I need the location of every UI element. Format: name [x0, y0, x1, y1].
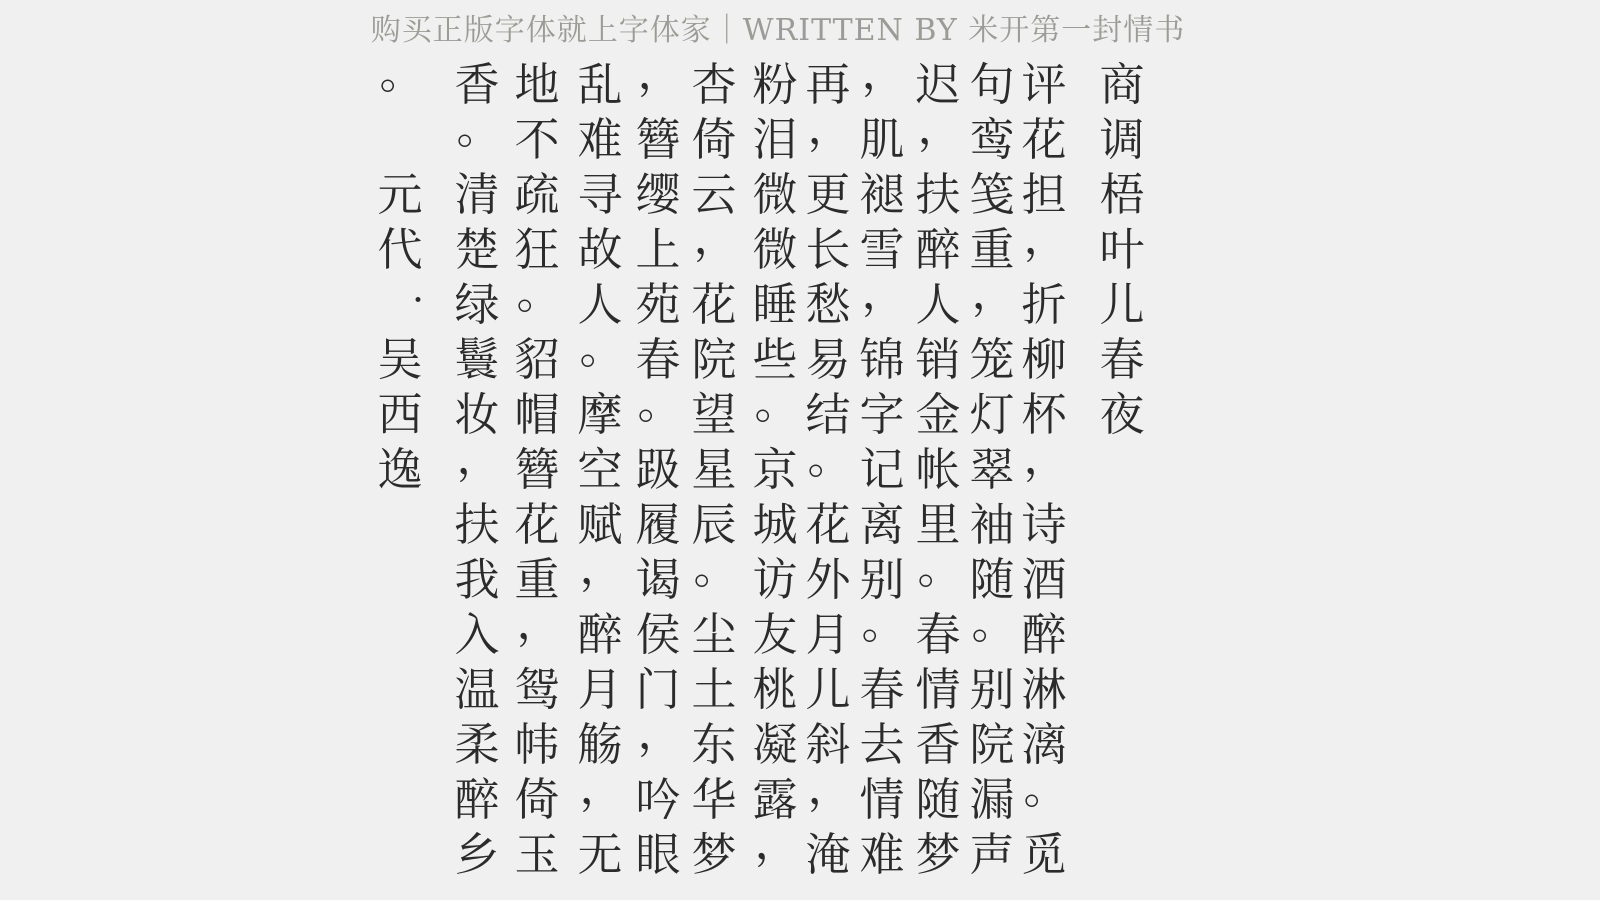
poem-char: ，: [917, 101, 963, 154]
poem-char: ，: [456, 431, 502, 484]
poem-char: 觞: [577, 718, 623, 771]
poem-char: 酒: [1021, 553, 1067, 606]
poem-char: 。: [917, 541, 963, 594]
poem-char: 评: [1021, 58, 1067, 111]
poem-char: 袖: [969, 498, 1015, 551]
poem-char: 院: [691, 333, 737, 386]
poem-char: 访: [752, 553, 798, 606]
poem-char: 笼: [969, 333, 1015, 386]
poem-char: 迟: [915, 58, 961, 111]
poem-char: 折: [1021, 278, 1067, 331]
poem-char: 翠: [969, 443, 1015, 496]
poem-char: 泪: [752, 113, 798, 166]
poem-char: 妆: [454, 388, 500, 441]
poem-column-9: [630, 46, 686, 882]
poem-column-8: [686, 57, 742, 882]
poem-char: 。: [456, 101, 502, 154]
poem-column-2: [1016, 57, 1072, 882]
poem-char: 春: [635, 333, 681, 386]
poem-char: 声: [969, 828, 1015, 881]
poem-char: 摩: [577, 388, 623, 441]
poem-char: 不: [514, 113, 560, 166]
poem-column-12: [449, 57, 505, 882]
poem-char: 望: [691, 388, 737, 441]
poem-char: 星: [691, 443, 737, 496]
poem-char: 上: [635, 223, 681, 276]
poem-char: 月: [577, 663, 623, 716]
poem-char: 易: [805, 333, 851, 386]
poem-column-10: [572, 57, 628, 882]
poem-char: 诗: [1021, 498, 1067, 551]
poem-char: 外: [805, 553, 851, 606]
poem-char: 代: [377, 223, 423, 276]
poem-char: 微: [752, 168, 798, 221]
poem-char: 貂: [514, 333, 560, 386]
poem-char: 清: [454, 168, 500, 221]
poem-char: 夜: [1099, 388, 1145, 441]
poem-char: 。: [754, 376, 800, 429]
poem-char: 帐: [915, 443, 961, 496]
poem-char: 淋: [1021, 663, 1067, 716]
poem-char: 。: [1023, 761, 1069, 814]
poem-char: 。: [579, 321, 625, 374]
poem-char: 儿: [1099, 278, 1145, 331]
poem-char: 云: [691, 168, 737, 221]
poem-char: 微: [752, 223, 798, 276]
poem-char: 门: [635, 663, 681, 716]
poem-column-4: [910, 57, 966, 882]
poem-char: 杏: [691, 58, 737, 111]
poem-char: 扶: [454, 498, 500, 551]
poem-char: 别: [859, 553, 905, 606]
poem-char: 。: [379, 46, 425, 99]
poem-char: 人: [915, 278, 961, 331]
poem-char: 花: [514, 498, 560, 551]
poem-char: 梦: [691, 828, 737, 881]
poem-char: 睡: [752, 278, 798, 331]
poem-char: 些: [752, 333, 798, 386]
poem-char: 倚: [514, 773, 560, 826]
poem-char: 。: [971, 596, 1017, 649]
poem-char: 地: [514, 58, 560, 111]
poem-char: 。: [861, 596, 907, 649]
poem-char: 斜: [805, 718, 851, 771]
poem-char: 觅: [1021, 828, 1067, 881]
poem-char: 楚: [454, 223, 500, 276]
poem-char: 露: [752, 773, 798, 826]
poem-char: 吴: [377, 333, 423, 386]
poem-char: 院: [969, 718, 1015, 771]
poem-char: 帽: [514, 388, 560, 441]
poem-char: 西: [377, 388, 423, 441]
poem-column-3: [964, 57, 1020, 882]
poem-char: 香: [915, 718, 961, 771]
poem-char: 柔: [454, 718, 500, 771]
poem-char: 鬟: [454, 333, 500, 386]
poem-char: 侯: [635, 608, 681, 661]
poem-char: 疏: [514, 168, 560, 221]
poem-char: 柳: [1021, 333, 1067, 386]
poem-char: 字: [859, 388, 905, 441]
poem-char: 簪: [514, 443, 560, 496]
poem-char: 城: [752, 498, 798, 551]
poem-char: 东: [691, 718, 737, 771]
poem-char: 土: [691, 663, 737, 716]
poem-char: 花: [1021, 113, 1067, 166]
poem-char: 华: [691, 773, 737, 826]
poem-char: 空: [577, 443, 623, 496]
poem-char: 逸: [377, 443, 423, 496]
poem-char: 香: [454, 58, 500, 111]
poem-char: 儿: [805, 663, 851, 716]
poem-char: 杯: [1021, 388, 1067, 441]
poem-char: ，: [579, 761, 625, 814]
poem-char: 元: [377, 168, 423, 221]
poem-char: ，: [807, 101, 853, 154]
poem-char: ，: [861, 266, 907, 319]
poem-char: ，: [516, 596, 562, 649]
poem-char: 漏: [969, 773, 1015, 826]
poem-char: ，: [754, 816, 800, 869]
poem-char: 扶: [915, 168, 961, 221]
poem-char: 担: [1021, 168, 1067, 221]
poem-char: 愁: [805, 278, 851, 331]
poem-char: ·: [411, 278, 425, 322]
poem-char: 梦: [915, 828, 961, 881]
poem-char: 句: [969, 58, 1015, 111]
poem-char: 人: [577, 278, 623, 331]
poem-char: 谒: [635, 553, 681, 606]
poem-char: ，: [1023, 211, 1069, 264]
poem-char: 温: [454, 663, 500, 716]
poem-char: 销: [915, 333, 961, 386]
poem-char: 桃: [752, 663, 798, 716]
poem-char: 长: [805, 223, 851, 276]
poem-char: 调: [1099, 113, 1145, 166]
poem-char: 灯: [969, 388, 1015, 441]
poem-char: 入: [454, 608, 500, 661]
poem-char: 。: [693, 541, 739, 594]
poem-char: 花: [691, 278, 737, 331]
poem-char: 倚: [691, 113, 737, 166]
poem-char: ，: [579, 541, 625, 594]
poem-char: 金: [915, 388, 961, 441]
poem-char: 醉: [1021, 608, 1067, 661]
poem-char: 吟: [635, 773, 681, 826]
poem-char: ，: [637, 46, 683, 99]
poem-char: 寻: [577, 168, 623, 221]
poem-char: 。: [807, 431, 853, 484]
poem-char: 难: [577, 113, 623, 166]
poem-char: 友: [752, 608, 798, 661]
watermark-text: 购买正版字体就上字体家｜WRITTEN BY 米开第一封情书: [370, 13, 1186, 48]
poem-char: 醉: [454, 773, 500, 826]
poem-char: 叶: [1099, 223, 1145, 276]
poem-char: 玉: [514, 828, 560, 881]
poem-char: 粉: [752, 58, 798, 111]
poem-char: 京: [752, 443, 798, 496]
poem-column-6: [800, 57, 856, 882]
poem-char: 。: [516, 266, 562, 319]
poem-char: 肌: [859, 113, 905, 166]
poem-char: 春: [915, 608, 961, 661]
poem-char: 重: [969, 223, 1015, 276]
poem-char: 再: [805, 58, 851, 111]
poem-char: 凝: [752, 718, 798, 771]
poem-char: ，: [971, 266, 1017, 319]
poem-column-1: [1094, 57, 1150, 442]
poem-char: 去: [859, 718, 905, 771]
poem-char: 难: [859, 828, 905, 881]
poem-column-13: [372, 46, 428, 497]
poem-char: 花: [805, 498, 851, 551]
poem-char: 情: [859, 773, 905, 826]
poem-char: 缨: [635, 168, 681, 221]
poem-char: 。: [637, 376, 683, 429]
poem-char: ，: [807, 761, 853, 814]
poem-char: 离: [859, 498, 905, 551]
poem-char: 簪: [635, 113, 681, 166]
poem-column-7: [747, 57, 803, 882]
poem-char: 帏: [514, 718, 560, 771]
poem-char: 商: [1099, 58, 1145, 111]
poem-char: 更: [805, 168, 851, 221]
poem-char: 褪: [859, 168, 905, 221]
poem-char: 漓: [1021, 718, 1067, 771]
poem-char: 履: [635, 498, 681, 551]
poem-char: 乱: [577, 58, 623, 111]
poem-char: 里: [915, 498, 961, 551]
poem-char: ，: [861, 46, 907, 99]
poem-char: 赋: [577, 498, 623, 551]
poem-char: ，: [693, 211, 739, 264]
poem-char: ，: [637, 706, 683, 759]
poem-char: 情: [915, 663, 961, 716]
poem-char: 鸳: [514, 663, 560, 716]
poem-char: 月: [805, 608, 851, 661]
poem-column-11: [509, 57, 565, 882]
poem-char: 结: [805, 388, 851, 441]
poem-char: 醉: [577, 608, 623, 661]
poem-char: 雪: [859, 223, 905, 276]
poem-char: 别: [969, 663, 1015, 716]
poem-char: 记: [859, 443, 905, 496]
poem-char: 眼: [635, 828, 681, 881]
poem-char: 无: [577, 828, 623, 881]
poem-char: 故: [577, 223, 623, 276]
poem-char: 锦: [859, 333, 905, 386]
poem-char: 随: [969, 553, 1015, 606]
poem-char: 随: [915, 773, 961, 826]
poem-char: 梧: [1099, 168, 1145, 221]
poem-char: 醉: [915, 223, 961, 276]
poem-char: 笺: [969, 168, 1015, 221]
poem-char: 乡: [454, 828, 500, 881]
poem-char: 辰: [691, 498, 737, 551]
poem-column-5: [854, 46, 910, 882]
poem-char: 鸾: [969, 113, 1015, 166]
poem-char: 趿: [635, 443, 681, 496]
poem-char: 我: [454, 553, 500, 606]
poem-char: 春: [859, 663, 905, 716]
poem-char: ，: [1023, 431, 1069, 484]
poem-char: 苑: [635, 278, 681, 331]
poem-char: 淹: [805, 828, 851, 881]
poem-char: 尘: [691, 608, 737, 661]
poem-char: 狂: [514, 223, 560, 276]
poem-char: 重: [514, 553, 560, 606]
poem-char: 春: [1099, 333, 1145, 386]
poem-char: 绿: [454, 278, 500, 331]
